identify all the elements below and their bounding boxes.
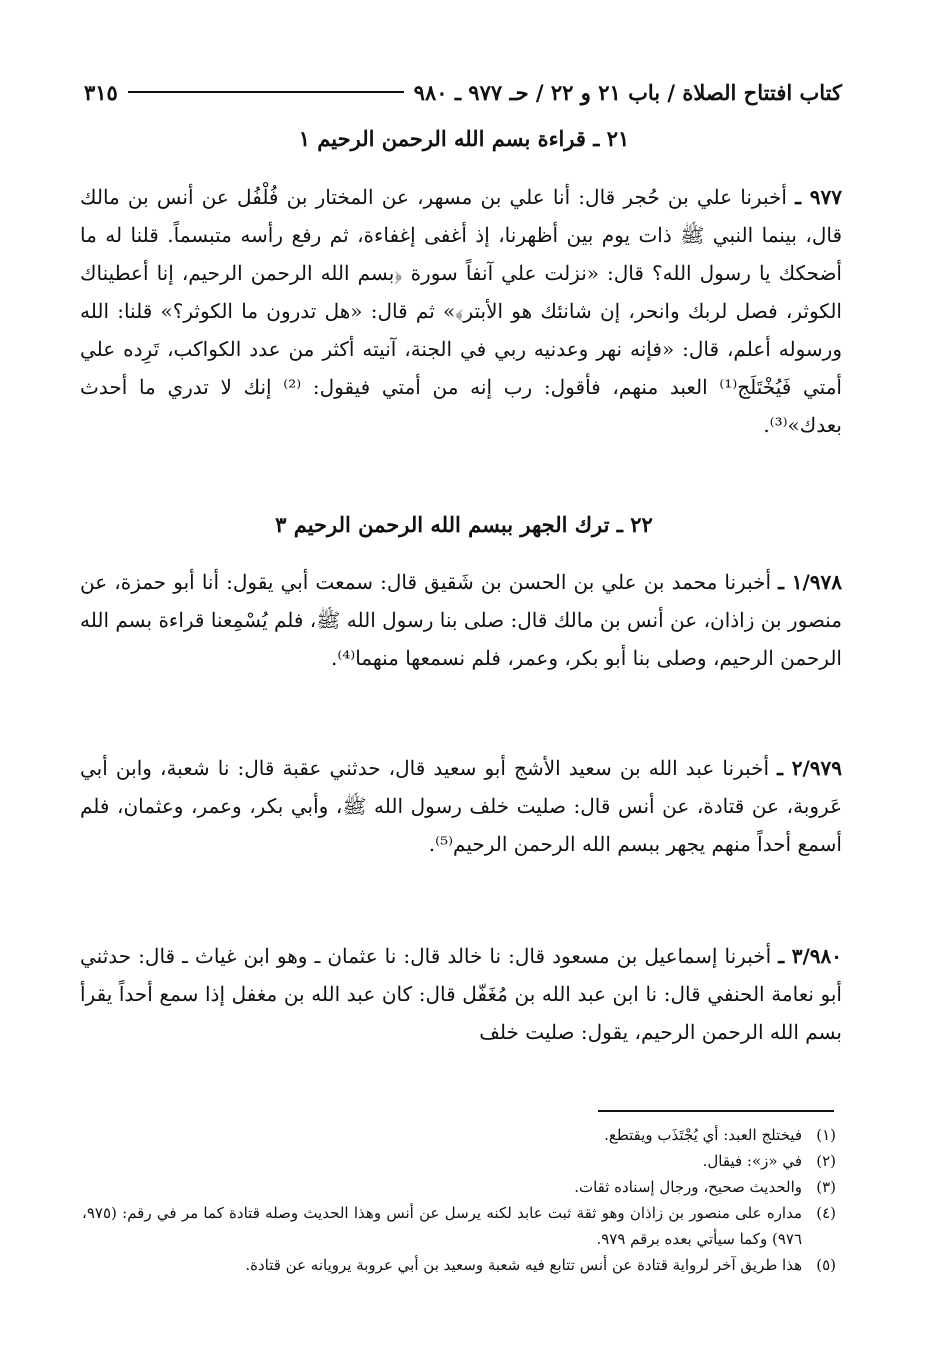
section-title-21: ٢١ ـ قراءة بسم الله الرحمن الرحيم ١ bbox=[298, 126, 630, 151]
footnote-text: في «ز»: فيقال. bbox=[702, 1152, 802, 1170]
hadith-980 bbox=[80, 937, 842, 1051]
page-number: ٣١٥ bbox=[84, 79, 118, 105]
header-rule bbox=[128, 91, 404, 93]
hadith-text: أخبرنا محمد بن علي بن الحسن بن شَقيق قال: سمعت أبي يقول: أنا أبو حمزة، عن منصور بن زاذان، عن أنس بن مالك قال: صلى بنا رسول الله ﷺ، فلم يُسْمِعنا قراءة بسم الله الرحمن الرحيم، وصلى بنا أبو بكر، وعمر، فلم نسمعها منهما⁽⁴⁾. bbox=[80, 570, 842, 670]
footnote-text: فيختلج العبد: أي يُجْتَذَب ويقتطع. bbox=[604, 1126, 802, 1144]
footnote-text: هذا طريق آخر لرواية قتادة عن أنس تتابع فيه شعبة وسعيد بن أبي عروبة يرويانه عن قتادة. bbox=[245, 1256, 802, 1274]
footnote-text: مداره على منصور بن زاذان وهو ثقة ثبت عابد لكنه يرسل عن أنس وهذا الحديث وصله قتادة كما مر في رقم: (٩٧٥، ٩٧٦) وكما سيأتي بعده برقم ٩٧٩. bbox=[82, 1204, 802, 1248]
footnotes bbox=[82, 1122, 836, 1278]
hadith-text: أخبرنا عبد الله بن سعيد الأشج أبو سعيد قال، حدثني عقبة قال: نا شعبة، وابن أبي عَروبة، عن قتادة، عن أنس قال: صليت خلف رسول الله ﷺ، وأبي بكر، وعمر، وعثمان، فلم أسمع أحداً منهم يجهر ببسم الله الرحمن الرحيم⁽⁵⁾. bbox=[80, 756, 842, 856]
footnote-item bbox=[82, 1148, 836, 1174]
hadith-number: ٩٧٧ ـ bbox=[795, 185, 843, 209]
hadith-number: ٢/٩٧٩ ـ bbox=[777, 756, 843, 780]
hadith-979 bbox=[80, 749, 842, 863]
footnote-divider bbox=[598, 1110, 834, 1112]
footnote-number: (١) bbox=[816, 1126, 836, 1144]
hadith-number: ١/٩٧٨ ـ bbox=[778, 570, 843, 594]
footnote-text: والحديث صحيح، ورجال إسناده ثقات. bbox=[574, 1178, 802, 1196]
hadith-text: أخبرنا إسماعيل بن مسعود قال: نا خالد قال: نا عثمان ـ وهو ابن غياث ـ قال: حدثني أبو نعامة الحنفي قال: نا ابن عبد الله بن مُغَفّل قال: كان عبد الله بن مغفل إذا سمع أحداً يقرأ بسم الله الرحمن الرحيم، يقول: صليت خلف bbox=[80, 944, 842, 1044]
footnote-item bbox=[82, 1200, 836, 1252]
footnote-number: (٥) bbox=[816, 1256, 836, 1274]
running-header bbox=[84, 72, 842, 112]
hadith-977 bbox=[80, 178, 842, 444]
footnote-number: (٤) bbox=[816, 1204, 836, 1222]
footnote-item bbox=[82, 1174, 836, 1200]
footnote-number: (٣) bbox=[816, 1178, 836, 1196]
footnote-number: (٢) bbox=[816, 1152, 836, 1170]
hadith-number: ٣/٩٨٠ ـ bbox=[778, 944, 843, 968]
section-title-22: ٢٢ ـ ترك الجهر ببسم الله الرحمن الرحيم ٣ bbox=[275, 512, 653, 537]
hadith-978 bbox=[80, 563, 842, 677]
header-title: كتاب افتتاح الصلاة / باب ٢١ و ٢٢ / حـ ٩٧٧ ـ ٩٨٠ bbox=[413, 79, 842, 105]
footnote-item bbox=[82, 1252, 836, 1278]
hadith-text: أخبرنا علي بن حُجر قال: أنا علي بن مسهر، عن المختار بن فُلْفُل عن أنس بن مالك قال، بينما النبي ﷺ ذات يوم بين أظهرنا، إذ أغفى إغفاءة، ثم رفع رأسه متبسماً. قلنا له ما أضحكك يا رسول الله؟ قال: «نزلت علي آنفاً سورة ﴿بسم الله الرحمن الرحيم، إنا أعطيناك الكوثر، فصل لربك وانحر، إن شانئك هو الأبتر﴾» ثم قال: «هل تدرون ما الكوثر؟» قلنا: الله ورسوله أعلم، قال: «فإنه نهر وعدنيه ربي في الجنة، آنيته أكثر من عدد الكواكب، تَرِده علي أمتي فَيُخْتَلَج⁽¹⁾ العبد منهم، فأقول: رب إنه من أمتي فيقول: ⁽²⁾ إنك لا تدري ما أحدث بعدك»⁽³⁾. bbox=[80, 185, 842, 437]
footnote-item bbox=[82, 1122, 836, 1148]
